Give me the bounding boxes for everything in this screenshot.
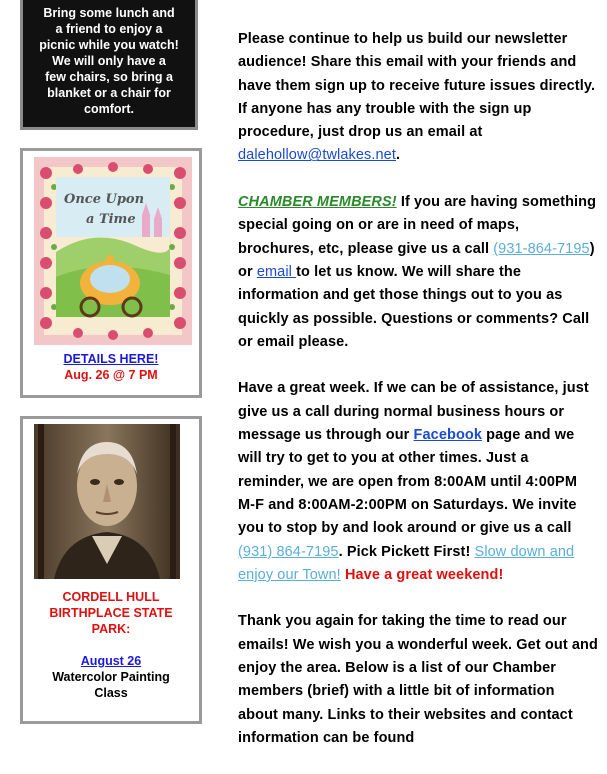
- paragraph-week: [238, 377, 598, 587]
- picnic-line: few chairs, so bring a: [45, 70, 173, 84]
- chamber-text-b: ) or: [238, 240, 595, 280]
- facebook-link[interactable]: Facebook: [413, 427, 483, 444]
- paragraph-chamber: [238, 191, 598, 354]
- picnic-line: comfort.: [84, 102, 134, 116]
- event-card-cordell-hull: [20, 416, 202, 724]
- details-link[interactable]: DETAILS HERE!: [63, 352, 159, 366]
- picnic-line: blanket or a chair for: [47, 86, 171, 100]
- picnic-line: We will only have a: [52, 54, 166, 68]
- event-line: Watercolor Painting: [52, 670, 170, 684]
- share-text: Please continue to help us build our newsletter audience! Share this email with your friends and have them sign up to receive future issues directly. If anyone has any trouble with the sign up procedure, just drop us an email at: [238, 31, 596, 141]
- great-weekend-text: Have a great weekend!: [344, 566, 504, 583]
- picnic-line: a friend to enjoy a: [55, 22, 163, 36]
- event-card-once-upon-a-time: [20, 148, 202, 398]
- dalehollow-email-link[interactable]: dalehollow@twlakes.net: [238, 147, 396, 164]
- park-title-line: CORDELL HULL: [62, 590, 160, 604]
- newsletter-body: [238, 28, 598, 774]
- event-line: Class: [94, 686, 128, 700]
- event-date: Aug. 26 @ 7 PM: [64, 368, 158, 382]
- phone-link[interactable]: (931-864-7195: [493, 240, 590, 257]
- paragraph-thanks: Thank you again for taking the time to read our emails! We wish you a wonderful week. Get out and enjoy the area. Below is a list of our Chamber members (brief) with a little bit of information about many. Links to their websites and contact information can be found: [238, 613, 598, 746]
- park-title-line: BIRTHPLACE STATE: [49, 606, 173, 620]
- chamber-text-c: to let us know. We will share the information and get those things out to you as quickly as possible. Questions or comments? Call or email please.: [238, 263, 590, 350]
- phone-link-2[interactable]: (931) 864-7195: [238, 543, 339, 560]
- picnic-line: picnic while you watch!: [39, 38, 179, 52]
- email-link[interactable]: email: [256, 263, 297, 280]
- picnic-line: Bring some lunch and: [43, 6, 175, 20]
- slow-down-link[interactable]: Slow down and enjoy our Town!: [238, 543, 575, 583]
- week-text-b: page and we will try to get to you at other times. Just a reminder, we are open from 8:00AM until 4:00PM M-F and 8:00AM-2:00PM on Saturdays. We invite you to stop by and look around or give us a call: [238, 427, 577, 537]
- sidebar: [0, 0, 212, 741]
- picnic-notice: [20, 0, 198, 130]
- week-text-c: . Pick Pickett First!: [338, 543, 475, 560]
- once-upon-a-time-poster[interactable]: [34, 157, 192, 345]
- chamber-text-a: If you are having something special going on or are in need of maps, brochures, etc, please give us a call: [238, 194, 597, 257]
- august-26-link[interactable]: August 26: [80, 654, 142, 668]
- svg-text:a Time: a Time: [86, 212, 136, 227]
- period: .: [395, 147, 401, 164]
- week-text-a: Have a great week. If we can be of assistance, just give us a call during normal business hours or message us through our: [238, 380, 589, 444]
- paragraph-share: [238, 28, 598, 168]
- chamber-members-heading: CHAMBER MEMBERS!: [238, 194, 397, 211]
- park-title-line: PARK:: [91, 622, 131, 636]
- cordell-hull-portrait[interactable]: [34, 424, 180, 579]
- svg-text:Once Upon: Once Upon: [64, 192, 145, 207]
